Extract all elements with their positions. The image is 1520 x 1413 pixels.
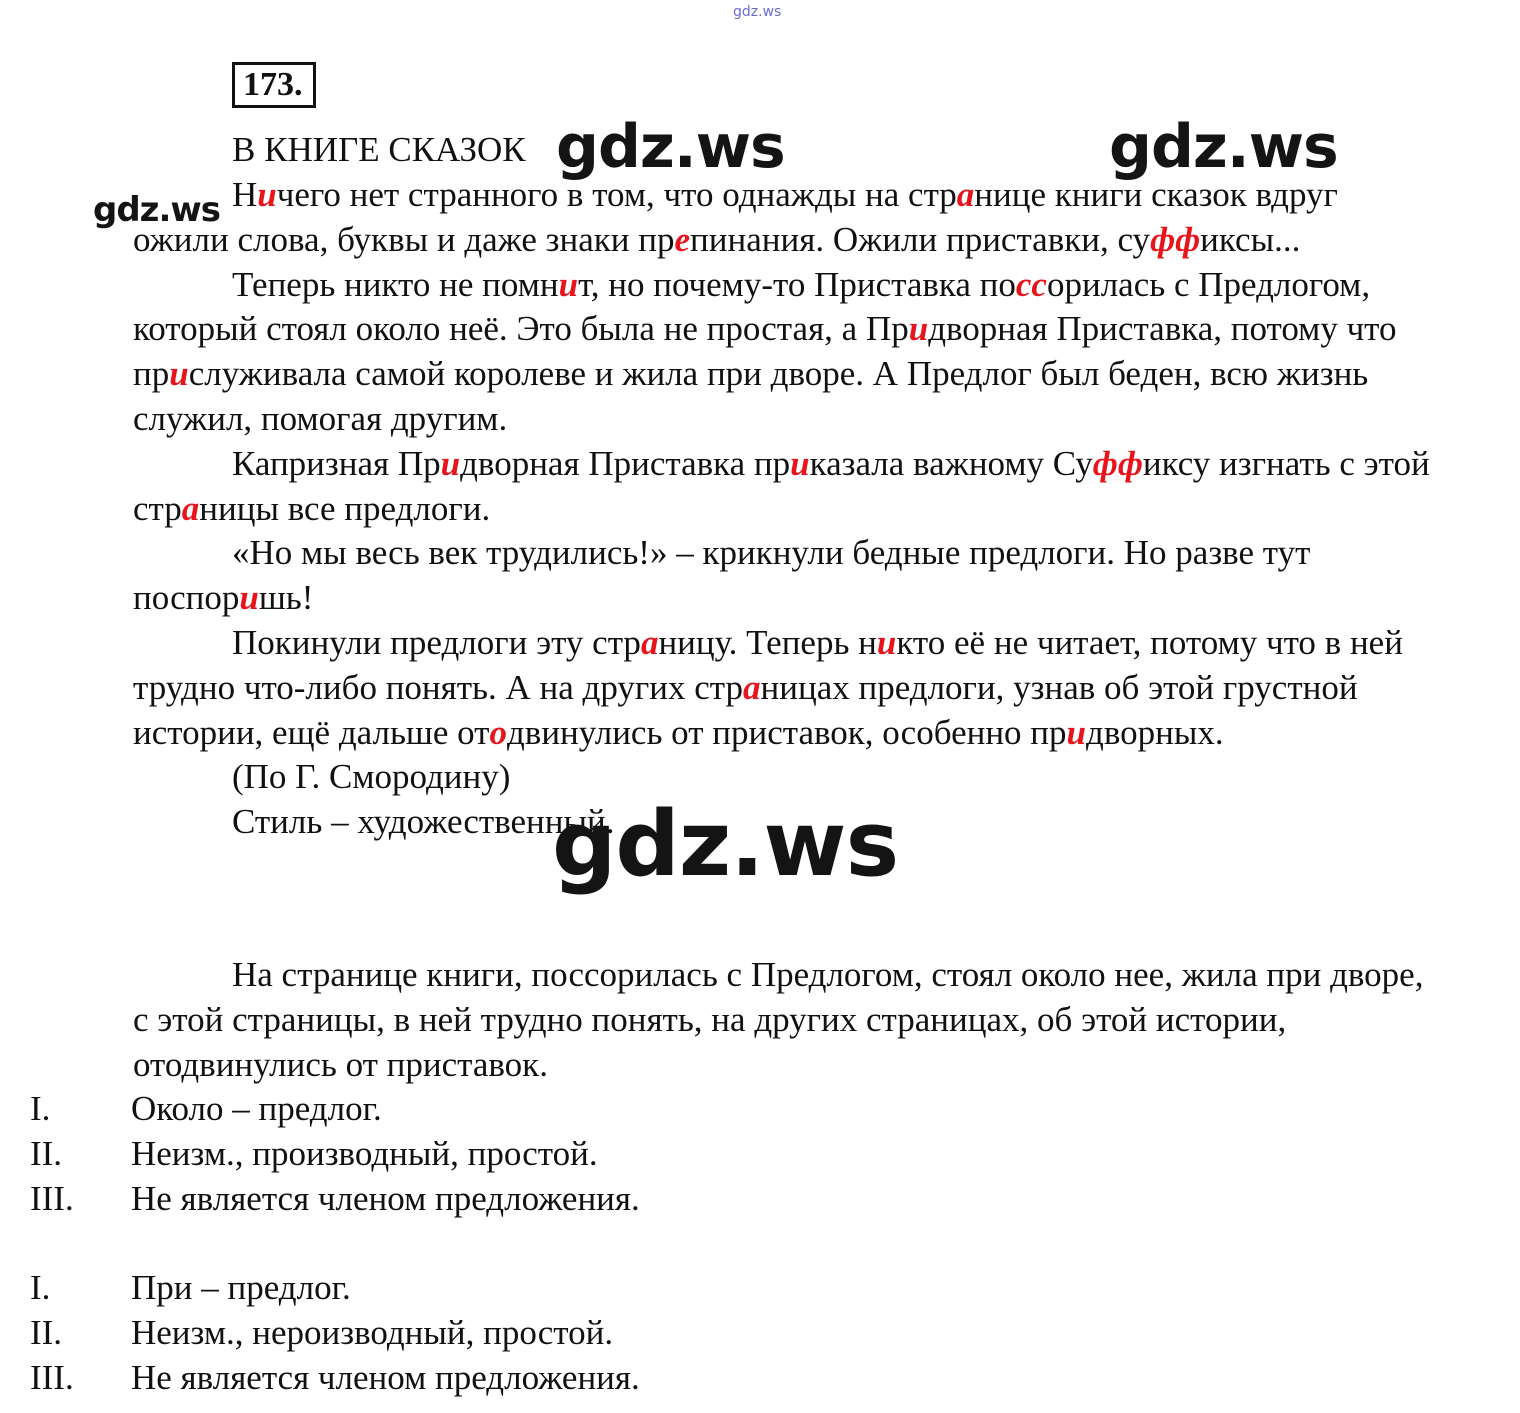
analysis-text: Не является членом предложения. [131, 1178, 640, 1218]
source-line: (По Г. Смородину) [232, 757, 511, 797]
highlighted-letter: и [239, 578, 259, 618]
highlighted-letter: и [1066, 712, 1087, 752]
analysis-row [30, 1266, 640, 1311]
paragraph-3: Капризная Придворная Приставка приказала важному Суффиксу изгнать с этой страницы все предлоги. [133, 443, 1430, 528]
highlighted-letter: а [956, 175, 975, 214]
highlighted-letter: а [743, 667, 761, 707]
phrases-block [133, 953, 1433, 1087]
analysis-row [30, 1311, 640, 1356]
analysis-text: Не является членом предложения. [131, 1357, 640, 1397]
analysis-text: Неизм., нероизводный, простой. [131, 1312, 614, 1352]
highlighted-letter: и [169, 354, 189, 394]
roman-numeral: III. [30, 1178, 74, 1218]
watermark: gdz.ws [556, 112, 785, 182]
highlighted-letter: и [908, 309, 929, 349]
watermark: gdz.ws [93, 190, 221, 230]
paragraph-2: Теперь никто не помнит, но почему-то Приставка поссорилась с Предлогом, который стоял около неё. Это была не простая, а Придворная Приставка, потому что прислуживала самой королеве и жила при дворе. А Предлог был беден, всю жизнь служил, помогая другим. [133, 264, 1397, 438]
highlighted-letter: е [674, 219, 691, 259]
highlighted-letter: а [640, 622, 659, 662]
paragraph-1: Ничего нет странного в том, что однажды на странице книги сказок вдруг ожили слова, буквы и даже знаки препинания. Ожили приставки, суффиксы... [133, 175, 1338, 259]
site-mark[interactable]: gdz.ws [733, 4, 782, 20]
analysis-text: При – предлог. [131, 1268, 351, 1307]
paragraph-4: «Но мы весь век трудились!» – крикнули бедные предлоги. Но разве тут поспоришь! [133, 533, 1311, 618]
highlighted-letter: о [489, 712, 507, 752]
analysis-row [30, 1132, 640, 1177]
paragraph-5: Покинули предлоги эту страницу. Теперь никто её не читает, потому что в ней трудно что-либо понять. А на других страницах предлоги, узнав об этой грустной истории, ещё дальше отодвинулись от приставок, особенно придворных. [133, 622, 1403, 752]
story-title: В КНИГЕ СКАЗОК [232, 130, 526, 169]
highlighted-letter: и [257, 175, 277, 214]
highlighted-letter: а [181, 488, 200, 528]
roman-numeral: II. [30, 1133, 63, 1173]
style-line: Стиль – художественный. [232, 802, 615, 842]
highlighted-letter: и [876, 622, 897, 662]
highlighted-letter: и [790, 443, 810, 483]
watermark: gdz.ws [1109, 112, 1338, 182]
analysis-row [30, 1356, 640, 1401]
roman-numeral: I. [30, 1089, 51, 1128]
watermark: gdz.ws [552, 792, 899, 897]
highlighted-letter: и [558, 264, 579, 304]
roman-numeral: III. [30, 1357, 74, 1397]
highlighted-letter: фф [1150, 219, 1201, 259]
highlighted-letter: фф [1092, 443, 1143, 483]
highlighted-letter: и [440, 443, 461, 483]
highlighted-letter: сс [1015, 264, 1047, 304]
roman-numeral: I. [30, 1268, 51, 1307]
phrases-paragraph: На странице книги, поссорилась с Предлогом, стоял около нее, жила при дворе, с этой страницы, в ней трудно понять, на других страницах, об этой истории, отодвинулись от приставок. [133, 955, 1424, 1084]
analysis-text: Неизм., производный, простой. [131, 1133, 598, 1173]
story-text [133, 173, 1433, 845]
analysis-row [30, 1177, 640, 1222]
roman-numeral: II. [30, 1312, 63, 1352]
analysis-list-1 [30, 1087, 640, 1221]
analysis-row [30, 1087, 640, 1132]
exercise-number: 173. [232, 62, 316, 108]
analysis-text: Около – предлог. [131, 1089, 382, 1128]
analysis-list-2 [30, 1266, 640, 1400]
